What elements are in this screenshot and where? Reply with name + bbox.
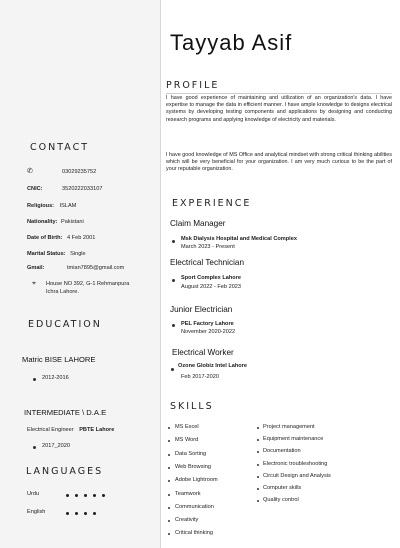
- education-item-2-years: 2017_2020: [42, 443, 70, 449]
- language-urdu-name: Urdu: [27, 491, 40, 497]
- skill-bullet: [168, 494, 170, 496]
- phone-icon: ✆: [27, 168, 33, 175]
- address-line-1: House NO 392, G-1 Rehmanpura: [46, 281, 130, 287]
- skill-bullet: [168, 454, 170, 456]
- contact-heading: CONTACT: [30, 142, 90, 153]
- gmail-label: Gmail:: [27, 265, 45, 271]
- skill-bullet: [168, 507, 170, 509]
- education-item-1-title: Matric BISE LAHORE: [22, 355, 96, 364]
- language-urdu-level-dot: [84, 494, 87, 497]
- job-3-place: PEL Factory Lahore: [181, 321, 234, 327]
- job-3-bullet: [172, 324, 175, 327]
- skill-item: Quality control: [263, 497, 299, 504]
- language-english-name: English: [27, 509, 46, 515]
- job-1-bullet: [172, 240, 175, 243]
- language-urdu-level-dot: [75, 494, 78, 497]
- skill-item: Critical thinking: [175, 530, 213, 537]
- education-item-2-subtitle: [27, 427, 114, 433]
- skill-item: MS Excel: [175, 424, 199, 430]
- education-item-2-title: INTERMEDIATE \ D.A.E: [24, 408, 107, 417]
- skill-bullet: [257, 451, 259, 453]
- job-2-title: Electrical Technician: [170, 258, 245, 267]
- job-4-date: Feb 2017-2020: [181, 374, 219, 380]
- job-4-bullet: [171, 368, 174, 371]
- marital-label: Marital Status:: [27, 251, 66, 257]
- cnic-value: 3520222033107: [62, 186, 103, 192]
- skill-item: Electronic troubleshooting: [263, 460, 328, 467]
- skill-bullet: [257, 464, 259, 466]
- experience-heading: EXPERIENCE: [172, 198, 252, 209]
- skill-bullet: [168, 440, 170, 442]
- dob-label: Date of Birth:: [27, 235, 63, 241]
- religious-value: ISLAM: [59, 203, 77, 209]
- skill-bullet: [257, 439, 259, 441]
- skill-item: Teamwork: [175, 490, 201, 497]
- skill-bullet: [257, 488, 259, 490]
- profile-paragraph-1: I have good experience of maintaining and utilization of an organization's data. I have expertise to manage the data in efficient manner. I have ample knowledge to designs electrical systems by developing testing components and applications by designing and conducting research programs and applying knowledge of electricity and materials.: [166, 95, 392, 123]
- education-item-2-bullet: [33, 446, 36, 449]
- skill-item: Project management: [263, 424, 315, 430]
- skill-bullet: [257, 500, 259, 502]
- skill-bullet: [257, 427, 259, 429]
- profile-heading: PROFILE: [166, 80, 220, 91]
- nationality-label: Nationality:: [27, 219, 58, 225]
- profile-paragraph-2: I have good knowledge of MS Office and analytical mindset with strong critical thinking abilities which will be very beneficial for your organization. I am very much curious to be the part of your reputable organization.: [166, 152, 392, 173]
- column-divider: [160, 0, 161, 548]
- location-icon: ⌖: [32, 280, 36, 287]
- education-item-2-degree: Electrical Engineer: [27, 427, 74, 433]
- education-heading: EDUCATION: [28, 319, 102, 330]
- education-item-1-bullet: [33, 378, 36, 381]
- language-english-level-dot: [75, 512, 78, 515]
- skill-item: Adobe Lightroom: [175, 477, 218, 484]
- job-3-title: Junior Electrician: [170, 305, 233, 314]
- skill-bullet: [168, 427, 170, 429]
- address-line-2: Ichra Lahore.: [46, 289, 79, 295]
- education-item-1-years: 2012-2016: [42, 375, 69, 381]
- skill-bullet: [168, 533, 170, 535]
- cnic-label: CNIC:: [27, 186, 43, 192]
- skill-item: Web Browsing: [175, 463, 211, 470]
- skill-item: Data Sorting: [175, 450, 207, 457]
- marital-value: Single: [70, 251, 86, 257]
- language-urdu-level-dot: [102, 494, 105, 497]
- language-english-level-dot: [93, 512, 96, 515]
- skill-item: Circuit Design and Analysis: [263, 472, 331, 479]
- skill-item: MS Word: [175, 437, 199, 444]
- phone-number: 03029235752: [62, 169, 97, 175]
- skill-bullet: [257, 476, 259, 478]
- gmail-value[interactable]: tmian7895@gmail.com: [67, 265, 125, 271]
- language-urdu-level-dot: [66, 494, 69, 497]
- job-3-date: November 2020-2022: [181, 329, 236, 335]
- skill-item: Computer skills: [263, 485, 302, 491]
- job-1-date: March 2023 - Present: [181, 244, 235, 250]
- marital-row: [27, 251, 86, 257]
- education-item-2-board: PBTE Lahore: [79, 427, 115, 433]
- dob-value: 4 Feb 2001: [67, 235, 96, 241]
- skill-bullet: [168, 520, 170, 522]
- languages-heading: LANGUAGES: [26, 466, 104, 477]
- skill-bullet: [168, 467, 170, 469]
- skill-item: Equipment maintenance: [263, 436, 324, 443]
- person-name: Tayyab Asif: [170, 30, 293, 55]
- skills-heading: SKILLS: [170, 401, 214, 412]
- language-english-level-dot: [84, 512, 87, 515]
- job-4-place: Ozone Globiz Intel Lahore: [178, 363, 247, 369]
- religious-row: [27, 203, 76, 209]
- gmail-row: [27, 265, 125, 271]
- religious-label: Religious:: [27, 203, 55, 209]
- cnic-row: [27, 186, 103, 192]
- skill-item: Documentation: [263, 448, 301, 455]
- profile-rule: [166, 93, 392, 94]
- skill-item: Creativity: [175, 517, 199, 524]
- job-2-place: Sport Complex Lahore: [181, 275, 241, 281]
- job-2-date: August 2022 - Feb 2023: [181, 284, 242, 290]
- job-4-title: Electrical Worker: [172, 348, 234, 357]
- nationality-row: [27, 219, 84, 225]
- nationality-value: Pakistani: [61, 219, 84, 225]
- language-english-level-dot: [66, 512, 69, 515]
- dob-row: [27, 235, 95, 241]
- job-1-place: Msk Dialysis Hospital and Medical Complex: [181, 236, 297, 242]
- job-2-bullet: [172, 279, 175, 282]
- language-urdu-level-dot: [93, 494, 96, 497]
- skill-item: Communication: [175, 503, 214, 510]
- job-1-title: Claim Manager: [170, 219, 226, 228]
- skill-bullet: [168, 480, 170, 482]
